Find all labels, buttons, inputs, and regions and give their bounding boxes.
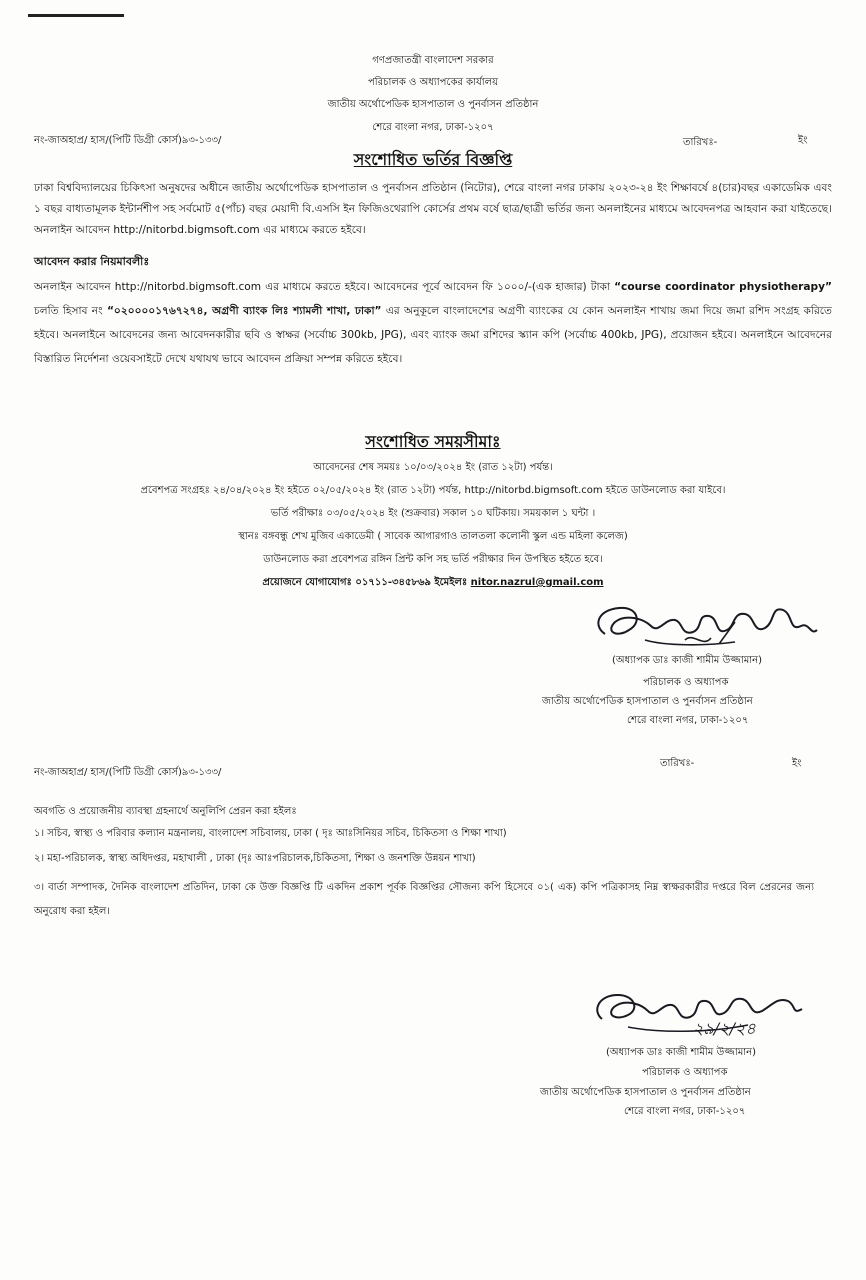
memo-number-2: নং-জাঅহাপ্র/ হাস/(পিটি ডিগ্রী কোর্স)৯৩-১৩৩/ — [34, 767, 222, 778]
signature-1-scribble — [585, 596, 825, 656]
distribution-item-1: ১। সচিব, স্বাস্থ্য ও পরিবার কল্যান মন্ত্রনালয়, বাংলাদেশ সচিবালয়, ঢাকা ( দৃঃ আঃসিনিয়র সচিব, চিকিতসা ও শিক্ষা শাখা) — [34, 828, 507, 839]
schedule-venue: স্থানঃ বঙ্গবন্ধু শেখ মুজিব একাডেমী ( সাবেক আগারগাও তালতলা কলোনী স্কুল এন্ড মহিলা কলেজ) — [238, 531, 628, 542]
contact-email-link[interactable]: nitor.nazrul@gmail.com — [470, 577, 604, 588]
distribution-intro: অবগতি ও প্রয়োজনীয় ব্যাবস্থা গ্রহনার্থে অনুলিপি প্রেরন করা হইলঃ — [34, 806, 297, 817]
rules-account-number: “০২০০০০১৭৬৭২৭৪, অগ্রণী ব্যাংক লিঃ শ্যামলী শাখা, ঢাকা” — [106, 305, 382, 317]
header-govt: গণপ্রজাতন্ত্রী বাংলাদেশ সরকার — [372, 55, 494, 66]
signatory-1-title: পরিচালক ও অধ্যাপক — [643, 677, 729, 688]
contact-label: প্রয়োজনে যোগাযোগঃ ০১৭১১-৩৪৫৮৬৯ ইমেইলঃ — [262, 577, 468, 588]
notice-title: সংশোধিত ভর্তির বিজ্ঞপ্তি — [353, 150, 513, 169]
schedule-title: সংশোধিত সময়সীমাঃ — [365, 432, 501, 451]
rules-text-1: অনলাইন আবেদন http://nitorbd.bigmsoft.com এর মাধ্যমে করতে হইবে। আবেদনের পূর্বে আবেদন ফি ১০০০/-(এক হাজার) টাকা — [34, 281, 611, 293]
signature-1 — [585, 596, 825, 656]
schedule-exam: ভর্তি পরীক্ষাঃ ০৩/০৫/২০২৪ ইং (শুক্রবার) সকাল ১০ ঘটিকায়। সময়কাল ১ ঘন্টা । — [270, 508, 596, 519]
signature-2 — [588, 985, 808, 1043]
notice-intro: ঢাকা বিশ্ববিদ্যালয়ের চিকিৎসা অনুষদের অধীনে জাতীয় অর্থোপেডিক হাসপাতাল ও পুনর্বাসন প্রতিষ্ঠান (নিটোর), শেরে বাংলা নগর ঢাকায় ২০২৩-২৪ ইং শিক্ষাবর্ষে ৪(চার)বছর একাডেমিক এবং ১ বছর বাধ্যতামূলক ইন্টার্নশীপ সহ সর্বমোট ৫(পাঁচ) বছর মেয়াদী বি.এসসি ইন ফিজিওথেরাপি কোর্সের প্রথম বর্ষে ছাত্র/ছাত্রী ভর্তির জন্য অনলাইনের মাধ্যমে আবেদনপত্র আহবান করা যাইতেছে।অনলাইন আবেদন http://nitorbd.bigmsoft.com এর মাধ্যমে করতে হইবে। — [34, 182, 832, 236]
header-institute: জাতীয় অর্থোপেডিক হাসপাতাল ও পুনর্বাসন প্রতিষ্ঠান — [327, 99, 539, 110]
schedule-admit-card: প্রবেশপত্র সংগ্রহঃ ২৪/০৪/২০২৪ ইং হইতে ০২/০৫/২০২৪ ইং (রাত ১২টা) পর্যন্ত, http://nitorbd.bigmsoft.com হইতে ডাউনলোড করা যাইবে। — [140, 485, 726, 496]
date-label: তারিখঃ- — [683, 137, 718, 148]
signatory-2-title: পরিচালক ও অধ্যাপক — [642, 1067, 728, 1078]
signature-2-date: ২৯/২/২৪ — [693, 1019, 756, 1038]
distribution-item-2: ২। মহা-পরিচালক, স্বাস্থ্য অধিদপ্তর, মহাখালী , ঢাকা (দৃঃ আঃপরিচালক,চিকিতসা, শিক্ষা ও জনশক্তি উন্নয়ন শাখা) — [34, 853, 476, 864]
schedule-instruction: ডাউনলোড করা প্রবেশপত্র রঙ্গিন প্রিন্ট কপি সহ ভর্তি পরীক্ষার দিন উপস্থিত হইতে হবে। — [263, 554, 603, 565]
distribution-item-3: ৩। বার্তা সম্পাদক, দৈনিক বাংলাদেশ প্রতিদিন, ঢাকা কে উক্ত বিজ্ঞপ্তি টি একদিন প্রকাশ পূর্বক বিজ্ঞপ্তির সৌজন্য কপি হিসেবে ০১( এক) কপি পত্রিকাসহ নিম্ন স্বাক্ষরকারীর দপ্তরে বিল প্রেরনের জন্য অনুরোধ করা হইল। — [34, 882, 814, 917]
rules-paragraph — [34, 275, 832, 371]
signatory-2-name: (অধ্যাপক ডাঃ কাজী শামীম উজ্জামান) — [606, 1047, 757, 1058]
rules-text-2: চলতি হিসাব নং — [34, 305, 103, 317]
memo-number: নং-জাঅহাপ্র/ হাস/(পিটি ডিগ্রী কোর্স)৯৩-১৩৩/ — [34, 135, 222, 146]
signatory-1-org: জাতীয় অর্থোপেডিক হাসপাতাল ও পুনর্বাসন প্রতিষ্ঠান — [542, 696, 753, 707]
schedule-deadline: আবেদনের শেষ সময়ঃ ১০/০৩/২০২৪ ইং (রাত ১২টা) পর্যন্ত। — [313, 462, 553, 473]
signatory-2-org: জাতীয় অর্থোপেডিক হাসপাতাল ও পুনর্বাসন প্রতিষ্ঠান — [540, 1087, 751, 1098]
header-office: পরিচালক ও অধ্যাপকের কার্যালয় — [367, 77, 499, 88]
rules-account-name: “course coordinator physiotherapy” — [614, 281, 832, 293]
schedule-contact — [0, 576, 866, 589]
date-label-2: তারিখঃ- — [660, 758, 695, 769]
header-address: শেরে বাংলা নগর, ঢাকা-১২০৭ — [372, 122, 494, 133]
signatory-1-name: (অধ্যাপক ডাঃ কাজী শামীম উজ্জামান) — [612, 655, 763, 666]
rules-heading: আবেদন করার নিয়মাবলীঃ — [34, 255, 150, 268]
scan-mark — [28, 14, 124, 17]
date-year: ইং — [798, 135, 808, 146]
signatory-2-address: শেরে বাংলা নগর, ঢাকা-১২০৭ — [624, 1106, 746, 1117]
date-year-2: ইং — [792, 758, 802, 769]
signatory-1-address: শেরে বাংলা নগর, ঢাকা-১২০৭ — [627, 715, 749, 726]
rules-text-3: এর অনুকূলে বাংলাদেশের অগ্রণী ব্যাংকের যে কোন অনলাইন শাখায় জমা দিয়ে জমা রশিদ সংগ্রহ করিতে হইবে। অনলাইনে আবেদনের জন্য আবেদনকারীর ছবি ও স্বাক্ষর (সর্বোচ্চ 300kb, JPG), এবং ব্যাংক জমা রশিদের স্ক্যান কপি (সর্বোচ্চ 400kb, JPG), প্রয়োজন হইবে। অনলাইনে আবেদনের বিস্তারিত নির্দেশনা ওয়েবসাইটে দেখে যথাযথ ভাবে আবেদন প্রক্রিয়া সম্পন্ন করিতে হইবে। — [34, 305, 832, 365]
